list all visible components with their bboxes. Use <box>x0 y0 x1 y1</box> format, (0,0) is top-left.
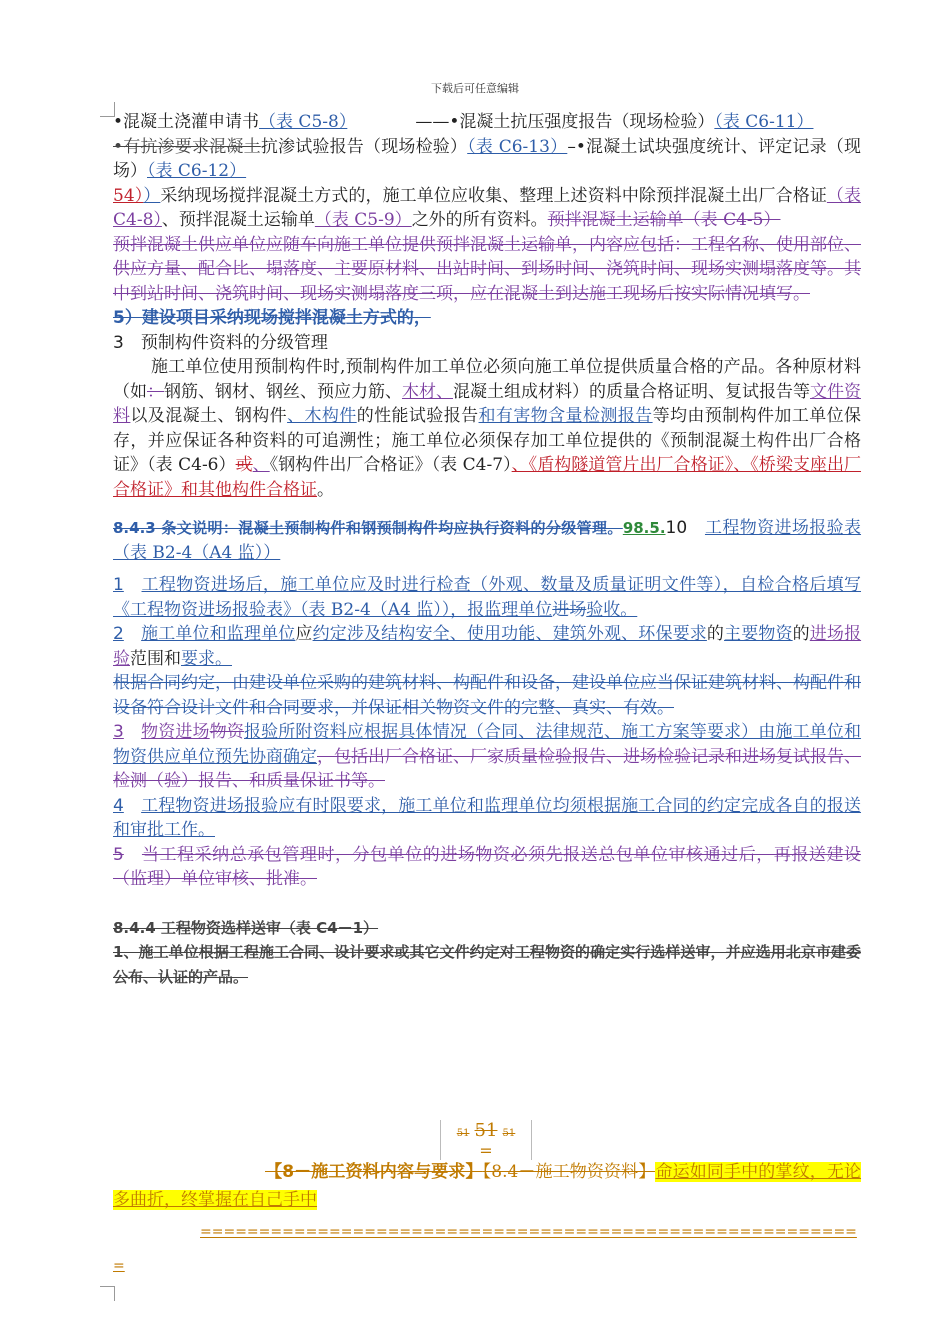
insert: 、木构件 <box>287 406 357 426</box>
page-number: 51 <box>456 1128 470 1139</box>
item-number: 1 <box>113 575 124 595</box>
text: •混凝土浇灌申请书 <box>113 112 260 132</box>
text: 抗渗试验报告（现场检验） <box>260 136 468 157</box>
insert: 要求。 <box>181 648 232 669</box>
section-8-4-4: 8.4.4 工程物资选样送审（表 C4－1） <box>113 918 379 937</box>
insert: 主要物资 <box>724 624 793 644</box>
text: 的 <box>706 624 725 644</box>
line-1 <box>113 110 861 135</box>
item-number: 4 <box>113 795 124 816</box>
item-3 <box>113 720 861 794</box>
text: 钢筋、钢材、钢丝、预应力筋、 <box>164 381 402 402</box>
text: 范围和 <box>130 648 181 669</box>
insert: 98.5. <box>622 519 666 537</box>
text: 《钢构件出厂合格证》（表 C4-7） <box>269 455 512 475</box>
item-5 <box>113 843 861 892</box>
insert: （表 C5-8） <box>259 112 348 132</box>
insert: （表 C6-13） <box>467 136 568 157</box>
insert: ） <box>143 185 161 206</box>
item-number: 3 <box>113 722 124 742</box>
section-8-4-3 <box>113 516 861 565</box>
insert: 工程物资进场后，施工单位应及时进行检查（外观、数量及质量证明文件等），自检合格后填写《工程物资进场报验表》（表 B2-4（A4 监）），报监理单位 <box>113 575 862 620</box>
equals-line-end: = <box>113 1258 125 1274</box>
text: 以及混凝土、钢构件 <box>130 406 288 426</box>
equals-line: ======================================================== <box>200 1224 857 1240</box>
deleted-text: 进场 <box>552 599 587 620</box>
deleted-text: •有抗渗要求混凝土 <box>113 136 261 157</box>
text: 混凝土组成材料）的质量合格证明、复试报告等 <box>453 381 810 402</box>
insert: 施工单位和监理单位 <box>141 624 296 644</box>
text: 的 <box>792 624 810 644</box>
item-number: 5 <box>113 844 124 865</box>
text: 10 <box>665 518 688 538</box>
insert: （表 C6-12） <box>147 161 247 181</box>
item-2 <box>113 622 861 671</box>
insert: （表 C5-9） <box>314 210 412 230</box>
text: 。 <box>317 479 334 500</box>
text: 等均由预制构件加工单位保存，并应保证各种资料的可追溯性；施工单位必须保存加工单位提供的《预制混凝土构件出厂合格证》（表 C4-6） <box>113 406 862 475</box>
paragraph-precast <box>113 355 861 502</box>
footer-chapter: 【8－施工资料内容与要求】 <box>265 1162 483 1182</box>
deleted-text: 或 <box>235 455 253 475</box>
text: ——•混凝土抗压强度报告（现场检验） <box>415 112 715 132</box>
deleted-text: ： <box>147 381 164 402</box>
insert: 验收。 <box>586 599 638 620</box>
insert: 、 <box>252 455 270 475</box>
footer-line <box>113 1158 861 1214</box>
text: 、预拌混凝土运输单 <box>161 210 315 230</box>
page-number: 51 <box>502 1128 516 1139</box>
item-1 <box>113 573 861 622</box>
text: 采纳现场搅拌混凝土方式的，施工单位应收集、整理上述资料中除预拌混凝土出厂合格证 <box>160 185 827 206</box>
page-number-field <box>440 1120 532 1160</box>
text: 之外的所有资料。 <box>411 210 548 230</box>
insert: （表 C6-11） <box>714 112 814 132</box>
insert: 工程物资进场报验表（表 B2-4（A4 监）） <box>113 518 862 563</box>
insert: 报验所附资料应根据具体情况（合同、法律规范、施工方案等要求）由施工单位和物资供应单位预先协商确定 <box>113 722 862 767</box>
page-header: 下载后可任意编辑 <box>431 82 519 95</box>
item-4 <box>113 794 861 843</box>
deleted-heading: 5）建设项目采纳现场搅拌混凝土方式的， <box>113 308 431 328</box>
line-2 <box>113 135 861 184</box>
deleted-heading: 8.4.3 条文说明：混凝土预制构件和钢预制构件均应执行资料的分级管理。 <box>113 519 623 537</box>
page-number: = <box>479 1141 493 1160</box>
insert: 、《盾构隧道管片出厂合格证》、《桥梁支座出厂合格证》和其他构件合格证 <box>113 455 862 500</box>
insert: 约定涉及结构安全、使用功能、建筑外观、环保要求 <box>312 624 707 644</box>
section-heading-3: 3 预制构件资料的分级管理 <box>113 332 328 353</box>
deleted-text: 预拌混凝土运输单（表 C4-5） <box>547 210 781 230</box>
footer-quote: 命运如同手中的掌纹，无论多曲折，终掌握在自己手中 <box>113 1162 861 1210</box>
text: –•混凝土试块强度统计、评定记录（现场） <box>113 136 862 181</box>
revision-number: 54） <box>113 185 144 206</box>
footer-section: 【8.4－施工物资资料】 <box>482 1162 656 1182</box>
deleted-paragraph-2: 根据合同约定，由建设单位采购的建筑材料、构配件和设备，建设单位应当保证建筑材料、构配件和设备符合设计文件和合同要求，并保证相关物资文件的完整、真实、有效。 <box>113 673 861 718</box>
insert: 进场报验 <box>113 624 862 669</box>
item-number: 2 <box>113 624 124 644</box>
insert: （表 C4-8） <box>113 185 861 230</box>
deleted-paragraph: 预拌混凝土供应单位应随车向施工单位提供预拌混凝土运输单，内容应包括：工程名称、使用部位、供应方量、配合比、塌落度、主要原材料、出站时间、到场时间、浇筑时间、现场实测塌落度等。其中到站时间、浇筑时间、现场实测塌落度三项，应在混凝土到达施工现场后按实际情况填写。 <box>113 234 861 304</box>
section-8-4-4-text: 1、施工单位根据工程施工合同、设计要求或其它文件约定对工程物资的确定实行选样送审，并应选用北京市建委公布、认证的产品。 <box>113 943 861 986</box>
document-body <box>113 110 861 989</box>
crop-mark-bottom-left <box>100 1286 115 1301</box>
text: 的性能试验报告 <box>356 406 479 426</box>
line-3 <box>113 184 861 233</box>
insert: 文件资料 <box>113 381 861 426</box>
insert: 物资进场 <box>141 722 210 742</box>
deleted-text: 物资 <box>209 722 244 742</box>
insert: 工程物资进场报验应有时限要求，施工单位和监理单位均须根据施工合同的约定完成各自的报送和审批工作。 <box>113 795 862 840</box>
text: 施工单位使用预制构件时,预制构件加工单位必须向施工单位提供质量合格的产品。各种原材料（如 <box>113 357 861 402</box>
page-number: 51 <box>474 1120 498 1141</box>
text: 应 <box>295 624 313 644</box>
deleted-text: 当工程采纳总承包管理时，分包单位的进场物资必须先报送总包单位审核通过后，再报送建设（监理）单位审核、批准。 <box>113 844 862 889</box>
deleted-text: ，包括出厂合格证、厂家质量检验报告、进场检验记录和进场复试报告、检测（验）报告、和质量保证书等。 <box>113 746 861 791</box>
insert: 木材、 <box>402 381 453 402</box>
insert: 和有害物含量检测报告 <box>478 406 653 426</box>
